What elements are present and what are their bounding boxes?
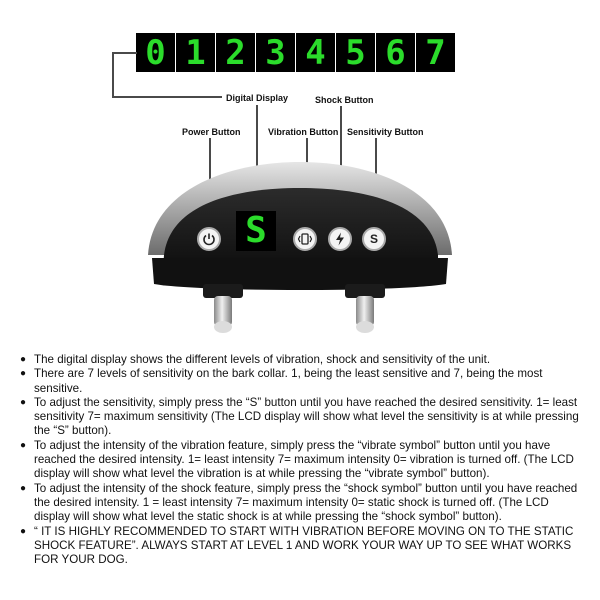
vibration-icon <box>297 232 313 246</box>
probe-right-tip <box>356 321 374 333</box>
power-icon <box>202 232 216 246</box>
power-button[interactable] <box>197 227 221 251</box>
instruction-item: ● To adjust the intensity of the shock feature, simply press the “shock symbol” button until you have reached the desired intensity. 1 = least intensity 7= maximum intensity 0= static shock is turned off. (The LCD display will show what level the static shock is at while pressing the “shock symbol” button). <box>20 482 585 525</box>
shock-button-label: Shock Button <box>315 95 374 105</box>
digital-display-label: Digital Display <box>226 93 289 103</box>
digit-3: 3 <box>256 33 295 72</box>
digit-6: 6 <box>376 33 415 72</box>
instruction-item: ● The digital display shows the different levels of vibration, shock and sensitivity of the unit. <box>20 353 585 367</box>
instruction-item: ● There are 7 levels of sensitivity on the bark collar. 1, being the least sensitive and 7, being the most sensitive. <box>20 367 585 396</box>
vibration-button-label: Vibration Button <box>268 127 339 137</box>
vibration-button[interactable] <box>293 227 317 251</box>
shock-button[interactable] <box>328 227 352 251</box>
instruction-list <box>20 353 585 567</box>
probe-left-tip <box>214 321 232 333</box>
digit-0: 0 <box>136 33 175 72</box>
digit-2: 2 <box>216 33 255 72</box>
instruction-item: ● To adjust the sensitivity, simply press the “S” button until you have reached the desired sensitivity. 1= least sensitivity 7= maximum sensitivity (The LCD display will show what level the sensitivity is at while pressing the “S” button). <box>20 396 585 439</box>
sensitivity-s-glyph: S <box>369 232 378 246</box>
device-bottom-band <box>152 258 448 290</box>
digit-1: 1 <box>176 33 215 72</box>
digit-7: 7 <box>416 33 455 72</box>
device-lcd-display: S <box>236 211 276 251</box>
sensitivity-button-label: Sensitivity Button <box>347 127 424 137</box>
lightning-icon <box>334 232 346 246</box>
probe-left-base <box>203 284 243 298</box>
instruction-item: ● To adjust the intensity of the vibration feature, simply press the “vibrate symbol” button until you have reached the desired intensity. 1= least intensity 7= maximum intensity 0= vibration is turned off. (The LCD display will show what level the vibration is at while pressing the “vibrate symbol” button). <box>20 439 585 482</box>
digit-5: 5 <box>336 33 375 72</box>
sensitivity-button[interactable] <box>362 227 386 251</box>
instruction-item: ● “ IT IS HIGHLY RECOMMENDED TO START WITH VIBRATION BEFORE MOVING ON TO THE STATIC SHOCK FEATURE”. ALWAYS START AT LEVEL 1 AND WORK YOUR WAY UP TO SEE WHAT WORKS FOR YOUR DOG. <box>20 525 585 568</box>
digit-4: 4 <box>296 33 335 72</box>
probe-right-base <box>345 284 385 298</box>
power-button-label: Power Button <box>182 127 241 137</box>
